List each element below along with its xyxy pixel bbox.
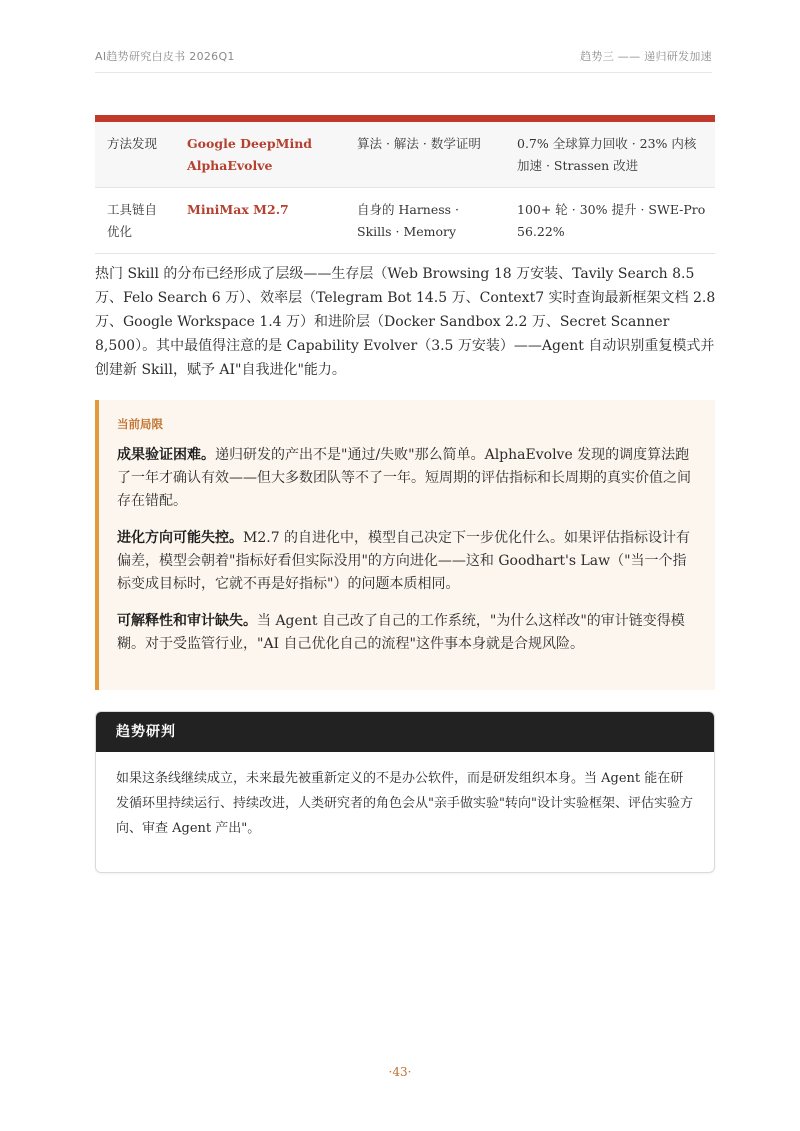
table-top-bar [95,115,715,122]
table-row [95,122,715,188]
limitation-text: 递归研发的产出不是"通过/失败"那么简单。AlphaEvolve 发现的调度算法跑了一年才确认有效——但大多数团队等不了一年。短周期的评估指标和长周期的真实价值之间存在错配。 [117,447,691,509]
row-name-line2: AlphaEvolve [187,158,273,173]
row-result: 0.7% 全球算力回收 · 23% 内核加速 · Strassen 改进 [505,122,715,188]
method-table [95,122,715,254]
row-result: 100+ 轮 · 30% 提升 · SWE-Pro 56.22% [505,188,715,254]
page-header [95,48,712,64]
header-left-title: AI趋势研究白皮书 2026Q1 [95,50,235,63]
row-name [173,188,347,254]
row-scope: 算法 · 解法 · 数学证明 [347,122,505,188]
trend-judgement-card [95,711,715,873]
table-row [95,188,715,254]
header-divider [95,72,712,73]
row-name [173,122,347,188]
limitation-item [117,527,693,596]
limitation-text: 当 Agent 自己改了自己的工作系统，"为什么这样改"的审计链变得模糊。对于受监管行业，"AI 自己优化自己的流程"这件事本身就是合规风险。 [117,613,685,652]
header-right-title: 趋势三 —— 递归研发加速 [580,50,712,63]
limitation-item [117,610,693,656]
row-name-line1: Google DeepMind [187,136,313,151]
limitations-callout [95,400,715,690]
trend-title: 趋势研判 [96,712,714,752]
row-name-line1: MiniMax M2.7 [187,202,289,217]
row-category: 工具链自优化 [95,188,173,254]
limitation-heading: 可解释性和审计缺失。 [117,613,257,629]
body-paragraph: 热门 Skill 的分布已经形成了层级——生存层（Web Browsing 18 万安装、Tavily Search 8.5 万、Felo Search 6 万）、效率层（Telegram Bot 14.5 万、Context7 实时查询最新框架文档 2.8 万、Google Workspace 1.4 万）和进阶层（Docker Sandbox 2.2 万、Secret Scanner 8,500）。其中最值得注意的是 Capability Evolver（3.5 万安装）——Agent 自动识别重复模式并创建新 Skill，赋予 AI"自我进化"能力。 [95,266,716,378]
limitations-title: 当前局限 [117,417,163,431]
row-scope: 自身的 Harness · Skills · Memory [347,188,505,254]
page-number: ·43· [388,1065,412,1079]
limitation-item [117,444,693,513]
row-category: 方法发现 [95,122,173,188]
limitation-text: M2.7 的自进化中，模型自己决定下一步优化什么。如果评估指标设计有偏差，模型会朝着"指标好看但实际没用"的方向进化——这和 Goodhart's Law（"当一个指标变成目标时，它就不再是好指标"）的问题本质相同。 [117,530,691,592]
limitation-heading: 成果验证困难。 [117,447,215,463]
limitation-heading: 进化方向可能失控。 [117,530,243,546]
trend-text: 如果这条线继续成立，未来最先被重新定义的不是办公软件，而是研发组织本身。当 Agent 能在研发循环里持续运行、持续改进，人类研究者的角色会从"亲手做实验"转向"设计实验框架、评估实验方向、审查 Agent 产出"。 [116,771,693,836]
